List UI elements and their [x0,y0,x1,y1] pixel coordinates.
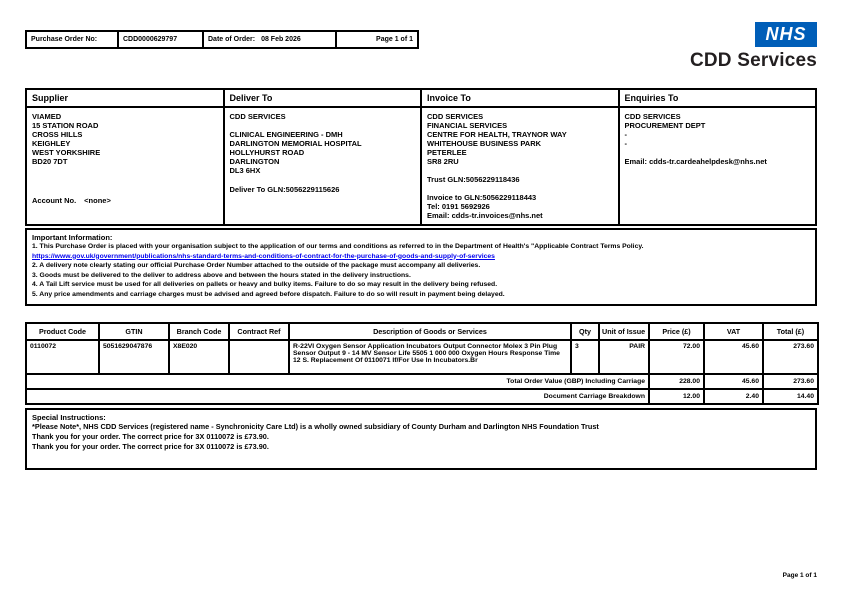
item-description: R-22VI Oxygen Sensor Application Incubators Output Connector Molex 3 Pin Plug Sensor Output 9 - 14 MV Sensor Life 5505 1 000 000 Oxygen Hours Response Time 12 S. Replacement Of 0110071 If/For Use In Incubators.Br [289,340,571,374]
carriage-total: 14.40 [763,389,818,404]
col-branch-code: Branch Code [169,323,229,340]
order-total-total: 273.60 [763,374,818,389]
col-price: Price (£) [649,323,704,340]
col-unit-of-issue: Unit of Issue [599,323,649,340]
special-instructions-box [25,408,817,470]
invoice-tel: Tel: 0191 5692926 [427,202,490,211]
order-total-label: Total Order Value (GBP) Including Carriage [26,374,649,389]
important-info-line-4: 4. A Tail Lift service must be used for all deliveries on pallets or heavy and bulky items. Failure to do so may result in the delivery being refused. [32,281,498,289]
enquiries-to-cell [619,107,817,225]
carriage-vat: 2.40 [704,389,763,404]
brand-block [690,22,817,72]
deliver-to-line: DARLINGTON MEMORIAL HOSPITAL [229,139,362,148]
deliver-to-line [230,121,416,130]
enquiries-email: Email: cdds-tr.cardeahelpdesk@nhs.net [624,157,767,166]
carriage-price: 12.00 [649,389,704,404]
important-info-line-3: 3. Goods must be delivered to the deliver to address above and between the hours stated in the delivery instructions. [32,271,411,279]
item-row [26,340,818,374]
invoice-to-header: Invoice To [421,89,619,107]
order-total-vat: 45.60 [704,374,763,389]
item-vat: 45.60 [704,340,763,374]
trust-gln: Trust GLN:5056229118436 [427,175,520,184]
order-items-table [25,322,819,405]
enquiries-line: - [624,139,627,148]
item-unit: PAIR [599,340,649,374]
supplier-address-line: 15 STATION ROAD [32,121,99,130]
supplier-address-line: CROSS HILLS [32,130,83,139]
order-date-cell [203,31,336,48]
invoice-to-line: WHITEHOUSE BUSINESS PARK [427,139,542,148]
org-title: CDD Services [689,50,817,71]
invoice-to-line: CDD SERVICES [427,112,484,121]
account-number-label: Account No. [32,196,77,205]
deliver-to-line: CLINICAL ENGINEERING - DMH [229,130,343,139]
po-header-row [26,31,418,48]
special-instructions-line-1: *Please Note*, NHS CDD Services (registered name - Synchronicity Care Ltd) is a wholly owned subsidiary of County Durham and Darlington NHS Foundation Trust [32,422,599,431]
deliver-to-line: DARLINGTON [229,157,280,166]
invoice-to-line: CENTRE FOR HEALTH, TRAYNOR WAY [427,130,567,139]
enquiries-address [625,112,811,148]
invoice-to-line: PETERLEE [427,148,467,157]
item-gtin: 5051629047876 [99,340,169,374]
important-info-line-5: 5. Any price amendments and carriage charges must be advised and agreed before dispatch. Failure to do so will result in payment being delayed. [32,290,505,298]
enquiries-line: PROCUREMENT DEPT [624,121,706,130]
item-qty: 3 [571,340,599,374]
col-description: Description of Goods or Services [289,323,571,340]
invoice-email: Email: cdds-tr.invoices@nhs.net [427,211,543,220]
supplier-header: Supplier [26,89,224,107]
important-info-line-2: 2. A delivery note clearly stating our official Purchase Order Number attached to the outside of the package must accompany all deliveries. [32,262,481,270]
supplier-name: VIAMED [32,112,62,121]
nhs-logo: NHS [755,22,817,47]
deliver-to-postcode: DL3 6HX [229,166,261,175]
deliver-to-line: CDD SERVICES [229,112,286,121]
order-total-price: 228.00 [649,374,704,389]
carriage-breakdown-label: Document Carriage Breakdown [26,389,649,404]
supplier-address-line: WEST YORKSHIRE [32,148,101,157]
items-header-row [26,323,818,340]
po-header-strip [25,30,419,49]
enquiries-line: CDD SERVICES [624,112,681,121]
order-date-value: 08 Feb 2026 [261,36,301,43]
item-product-code: 0110072 [26,340,99,374]
enquiries-line: - [624,130,627,139]
special-instructions-line-2: Thank you for your order. The correct price for 3X 0110072 is £73.90. [32,432,269,441]
footer-page-indicator: Page 1 of 1 [782,572,817,579]
important-info-line-1: 1. This Purchase Order is placed with your organisation subject to the application of our terms and conditions as referred to in the Department of Health's "Applicable Contract Terms Policy. [32,243,644,250]
special-instructions-title: Special Instructions: [32,413,106,422]
invoice-gln: Invoice to GLN:5056229118443 [427,193,537,202]
supplier-address-line: KEIGHLEY [32,139,71,148]
invoice-to-line: FINANCIAL SERVICES [427,121,508,130]
item-total: 273.60 [763,340,818,374]
address-section [25,88,817,226]
account-number-value: <none> [84,196,111,205]
item-branch-code: X8E020 [169,340,229,374]
deliver-to-line: HOLLYHURST ROAD [229,148,305,157]
col-gtin: GTIN [99,323,169,340]
account-number [32,196,218,205]
deliver-to-header: Deliver To [224,89,422,107]
invoice-to-cell [421,107,619,225]
invoice-to-address [427,112,613,166]
important-information-title: Important Information: [32,233,113,242]
supplier-cell [26,107,224,225]
deliver-to-cell [224,107,422,225]
order-date-label: Date of Order: [208,36,256,43]
po-number-value: CDD0000629797 [118,31,203,48]
col-contract-ref: Contract Ref [229,323,289,340]
supplier-address [32,112,218,166]
page-indicator: Page 1 of 1 [336,31,418,48]
col-product-code: Product Code [26,323,99,340]
item-price: 72.00 [649,340,704,374]
carriage-breakdown-row [26,389,818,404]
po-number-label: Purchase Order No: [26,31,118,48]
col-total: Total (£) [763,323,818,340]
deliver-to-gln: Deliver To GLN:5056229115626 [229,185,340,194]
important-information-box [25,228,817,306]
terms-link[interactable]: https://www.gov.uk/government/publications/nhs-standard-terms-and-conditions-of-contract-for-the-purchase-of-goods-and-supply-of-services [32,252,495,260]
deliver-to-address [230,112,416,175]
invoice-to-postcode: SR8 2RU [427,157,459,166]
special-instructions-line-3: Thank you for your order. The correct price for 3X 0110072 is £73.90. [32,442,269,451]
item-contract-ref [229,340,289,374]
col-qty: Qty [571,323,599,340]
enquiries-to-header: Enquiries To [619,89,817,107]
supplier-postcode: BD20 7DT [32,157,68,166]
col-vat: VAT [704,323,763,340]
order-total-row [26,374,818,389]
